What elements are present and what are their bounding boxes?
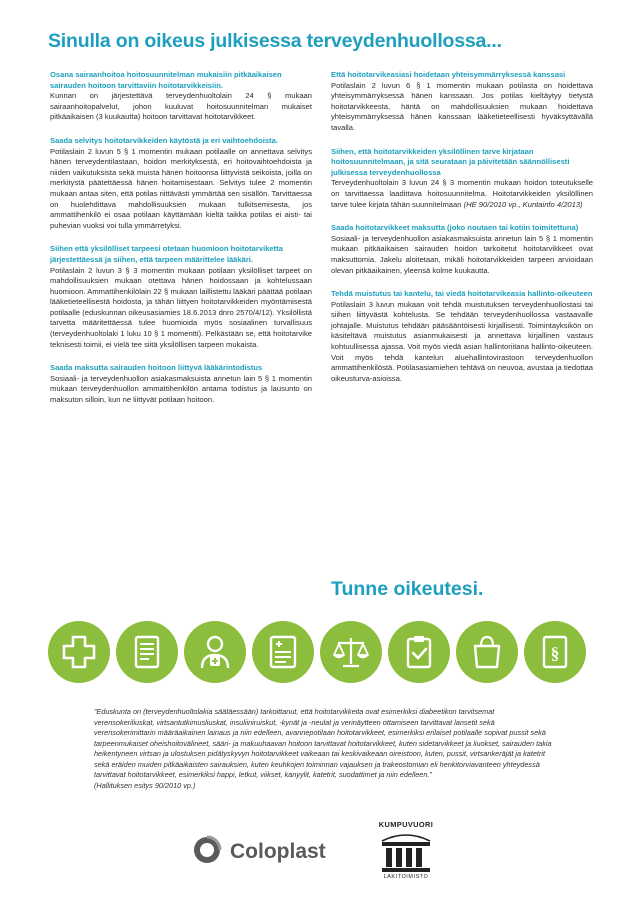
medical-cross-icon <box>48 621 110 683</box>
form-icon <box>252 621 314 683</box>
coloplast-logo <box>192 832 352 870</box>
section-heading: Saada maksutta sairauden hoitoon liittyvä lääkärintodistus <box>50 363 263 373</box>
section-reference: (HE 90/2010 vp., Kuntainfo 4/2013) <box>463 199 583 209</box>
section-heading: Saada hoitotarvikkeet maksutta (joko noutaen tai kotiin toimitettuna) <box>331 223 579 233</box>
document-icon <box>116 621 178 683</box>
section-body: Kunnan on järjestettävä terveydenhuoltolain 24 § mukaan sairaanhoitopalvelut, johon kuuluvat hoitosuunnitelman mukaiset pitkäaikaisen (3 kuukautta) hoitoon tarvittavat hoitotarvikkeet. <box>50 91 312 122</box>
section-care-plan <box>331 147 593 211</box>
section-mutual-understanding <box>331 70 593 134</box>
left-column <box>50 70 312 419</box>
kumpuvuori-logo <box>372 820 440 884</box>
page-title: Sinulla on oikeus julkisessa terveydenhuollossa... <box>48 30 502 52</box>
section-complaint <box>331 289 593 384</box>
section-body: Sosiaali- ja terveydenhuollon asiakasmaksuista annetun lain 5 § 1 momentin mukaan terveydenhuollon ammattihenkilön antama todistus ja lausunto on maksuton silloin, kun ne liittyvät potilaan hoitoon. <box>50 373 312 405</box>
checklist-icon <box>388 621 450 683</box>
kumpuvuori-subtitle: LAKITOIMISTO <box>383 874 429 880</box>
shopping-bag-icon <box>456 621 518 683</box>
quote-text: ”Eduskunta on (terveydenhuoltolakia säätäessään) tarkoittanut, että hoitotarvikkeita ovat esimerkiksi diabeetikon tarvitsemat verensokeriliuskat, virtsantutkimusliuskat, insuliiniruiskut, -kynät ja -neulat ja verinäytteen ottamiseen tarvittavat lansetit sekä verensokerimittarin määräaikainen lainaus ja niin edelleen, avannepotilaan hoitotarvikkeet, esimerkiksi erilaiset potilaalle sopivat pussit sekä tarpeenmukaiset oheishoitovälineet, sääri- ja makuuhaavan hoitoon tarvittavat hoitotarvikkeet, kuten sidetarvikkeet ja liuokset, sairauden takia heikentyneen virtsan ja ulostuksen pidätyskyvyn hoitotarvikkeet vaikeaan tai keskivaikeaan oireistoon, kuten, pussit, virtsankeräjät ja katetrit sekä eräiden muiden pitkäaikaisten sairauksien, kuten keuhkojen toiminnan vajauksen ja trakeostomian eli henkitorviavanteen yhteydessä tarvittavat hoitotarvikkeet, esimerkiksi happi, letkut, viikset, kanyylit, katetrit, suodattimet ja niin edelleen.” <box>94 707 552 779</box>
section-body-text: Terveydenhuoltolain 3 luvun 24 § 3 momentin mukaan hoidon toteutukselle on tarvittaessa laadittava hoitosuunnitelma. Hoitotarvikkeiden yksilöllinen tarve tulee kirjata tähän suunnitelmaan <box>331 178 593 209</box>
section-individual-needs <box>50 244 312 350</box>
law-document-icon <box>524 621 586 683</box>
kumpuvuori-name: KUMPUVUORI <box>378 820 434 829</box>
columns-building-icon <box>380 831 432 873</box>
section-body: Potilaslain 3 luvun mukaan voit tehdä muistutuksen terveydenhuollostasi tai siihen liittyvästä kohtelusta. Se tehdään terveydenhuollossa vastaavalle johtajalle. Muistutus tehdään pääsääntöisesti kirjallisesti. Toimintayksikön on käsiteltävä muistutus asianmukaisesti ja annettava kirjallinen vastaus kohtuullisessa ajassa. Voit myös viedä asian hallintoriitana hallinto-oikeuteen. Voit myös tehdä kantelun aluehallintovirastoon terveydenhuollon ammattihenkilöstä. Potilasasiamiehen tehtävä on neuvoa, avustaa ja tiedottaa oikeusturva-asioissa. <box>331 299 593 383</box>
section-body <box>331 178 593 210</box>
scales-icon <box>320 621 382 683</box>
quote-source: (Hallituksen esitys 90/2010 vp.) <box>94 780 196 790</box>
section-heading: Saada selvitys hoitotarvikkeiden käytöstä ja eri vaihtoehdoista. <box>50 135 278 145</box>
coloplast-ring-icon <box>192 835 222 865</box>
section-care-supplies <box>50 70 312 123</box>
section-heading: Siihen että yksilölliset tarpeesi otetaan huomioon hoitotarviketta järjestettäessä ja siihen, että tarpeen määrittelee lääkäri. <box>50 244 283 264</box>
section-heading: Osana sairaanhoitoa hoitosuunnitelman mukaisiin pitkäaikaisen sairauden hoitoon tarvittaviin hoitotarvikkeisiin. <box>50 70 282 90</box>
section-body: Potilaslain 2 luvun 5 § 1 momentin mukaan potilaalle on annettava selvitys hänen terveydentilastaan, hoidon merkityksestä, eri hoitovaihtoehdoista ja niiden vaikutuksista sekä muista hänen hoitoonsa liittyvistä seikoista, joilla on merkitystä päätettäessä hänen hoitamisestaan. Selvitys tulee 2 momentin mukaan antaa siten, että potilas riittävästi ymmärtää sen sisällön. Tarvittaessa on huolehdittava mahdollisuuksien mukaan tulkitsemisesta, jos ammattihenkilö ei osaa potilaan käyttämään kieltä taikka potilas ei aisti- tai puhevian vuoksi voi tulla ymmärretyksi. <box>50 146 312 230</box>
legal-quote <box>94 707 554 791</box>
right-column <box>331 70 593 397</box>
icon-row <box>48 621 588 685</box>
section-medical-certificate <box>50 363 312 405</box>
section-body: Potilaslain 2 luvun 6 § 1 momentin mukaan potilasta on hoidettava yhteisymmärryksessä hänen kanssaan. Jos potilas kieltäytyy tietystä hoitotarvikkeesta, häntä on mahdollisuuksien mukaan hoidettava yhteisymmärryksessä hänen kanssaan lääketieteellisesti hyväksyttävällä tavalla. <box>331 80 593 132</box>
section-information <box>50 136 312 231</box>
tagline: Tunne oikeutesi. <box>331 578 484 600</box>
section-body: Sosiaali- ja terveydenhuollon asiakasmaksuista annetun lain 5 § 1 momentin mukaan pitkäaikaisen sairauden hoidon tarkoitetut hoitotarvikkeet ovat maksuttomia. Jakelu aloitetaan, mikäli hoitotarvikkeiden tarpeen arvioidaan olevan pitkäaikainen, yleensä kolme kuukautta. <box>331 233 593 275</box>
doctor-icon <box>184 621 246 683</box>
section-free-supplies <box>331 223 593 276</box>
section-heading: Siihen, että hoitotarvikkeiden yksilöllinen tarve kirjataan hoitosuunnitelmaan, ja sitä seurataan ja päivitetään säännöllisesti julkisessa terveydenhuollossa <box>331 146 570 177</box>
svg-text:§: § <box>550 644 560 663</box>
section-heading: Että hoitotarvikeasiasi hoidetaan yhteisymmärryksessä kanssasi <box>331 70 566 79</box>
section-heading: Tehdä muistutus tai kantelu, tai viedä hoitotarvikeasia hallinto-oikeuteen <box>331 289 593 299</box>
coloplast-wordmark: Coloplast <box>230 840 326 863</box>
section-body: Potilaslain 2 luvun 3 § 3 momentin mukaan potilaan yksilölliset tarpeet on mahdollisuuksien mukaan otettava hänen hoidossaan ja kohtelussaan huomioon. Ammattihenkilölain 22 § mukaan laillistettu lääkäri päättää potilaan lääketieteellisestä hoidosta, ja tähän liittyen hoitotarvikkeiden myöntämisestä potilaalle (eduskunnan oikeusasiamies 18.6.2013 dnro 2570/4/12). Yksilöllistä tarvetta määritettäessä tulee huomioida myös sosiaalinen turvallisuus (terveydenhuoltolaki 1 luku 10 § 1 momentti). Pelkästään se, että hoitotarvike teknisesti toimii, ei vielä tee siitä yksilöllisen tarpeen mukaista. <box>50 265 312 349</box>
